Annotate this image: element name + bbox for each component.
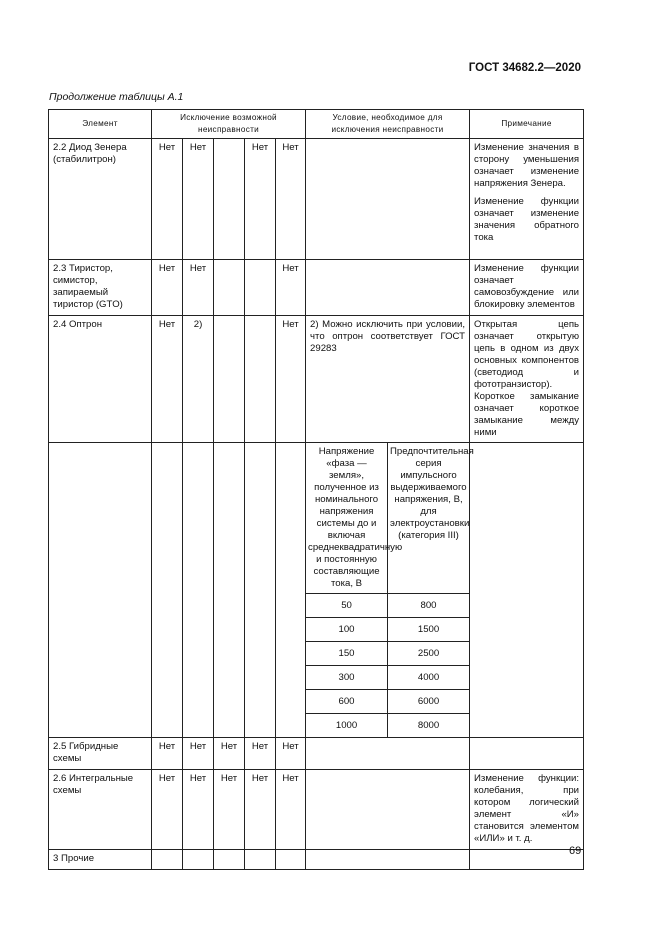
exclusion-cell: Нет — [152, 770, 183, 850]
header-note: Примечание — [470, 110, 584, 139]
voltage-header-right: Предпочтительная серия импульсного выдерживаемого напряжения, В, для электроустановки (категория III) — [388, 443, 470, 594]
header-element: Элемент — [49, 110, 152, 139]
note-cell — [470, 850, 584, 870]
exclusion-cell: Нет — [276, 316, 306, 443]
voltage-row — [306, 618, 469, 642]
standard-header: ГОСТ 34682.2—2020 — [468, 62, 581, 74]
voltage-value: 100 — [306, 618, 388, 642]
table-header-row — [49, 110, 584, 139]
condition-cell — [306, 770, 470, 850]
note-cell — [470, 139, 584, 260]
exclusion-cell: Нет — [214, 738, 245, 770]
note-cell — [470, 443, 584, 738]
note-text: Изменение функции: колебания, при котором логический элемент «И» становится элементом «ИЛИ» и т. д. — [474, 773, 580, 844]
exclusion-cell: 2) — [183, 316, 214, 443]
note-cell — [470, 260, 584, 316]
table-row — [49, 316, 584, 443]
table-row — [49, 770, 584, 850]
table-row — [49, 260, 584, 316]
impulse-value: 1500 — [388, 618, 470, 642]
voltage-value: 300 — [306, 666, 388, 690]
element-cell: 2.4 Оптрон — [49, 316, 152, 443]
exclusion-cell: Нет — [183, 770, 214, 850]
element-cell: 2.2 Диод Зенера (стабилитрон) — [49, 139, 152, 260]
voltage-value: 50 — [306, 594, 388, 618]
voltage-row — [306, 642, 469, 666]
exclusion-cell: Нет — [276, 770, 306, 850]
exclusion-cell — [245, 443, 276, 738]
exclusion-cell — [214, 316, 245, 443]
exclusion-cell — [245, 850, 276, 870]
condition-cell — [306, 260, 470, 316]
exclusion-cell: Нет — [152, 139, 183, 260]
exclusion-cell: Нет — [245, 770, 276, 850]
impulse-value: 2500 — [388, 642, 470, 666]
exclusion-cell — [214, 443, 245, 738]
voltage-header-left: Напряжение «фаза — земля», полученное из номинального напряжения системы до и включая среднеквадратичную и постоянную составляющие тока, В — [306, 443, 388, 594]
note-text: Открытая цепь означает открытую цепь в одном из двух основных компонентов (светодиод и фототранзистор). Короткое замыкание означает короткое замыкание между ними — [474, 319, 580, 438]
header-condition: Условие, необходимое для исключения неисправности — [306, 110, 470, 139]
exclusion-cell: Нет — [214, 770, 245, 850]
exclusion-cell: Нет — [245, 139, 276, 260]
note-text: Изменение функции означает самовозбуждение или блокировку элементов — [474, 263, 580, 310]
impulse-value: 800 — [388, 594, 470, 618]
condition-cell — [306, 139, 470, 260]
voltage-value: 150 — [306, 642, 388, 666]
exclusion-cell — [276, 850, 306, 870]
exclusion-cell — [214, 260, 245, 316]
condition-cell — [306, 443, 474, 738]
table-row — [49, 850, 584, 870]
voltage-row — [306, 666, 469, 690]
voltage-value: 600 — [306, 690, 388, 714]
voltage-value: 1000 — [306, 714, 388, 738]
note-cell — [470, 316, 584, 443]
impulse-value: 4000 — [388, 666, 470, 690]
exclusion-cell — [152, 443, 183, 738]
exclusion-cell: Нет — [152, 738, 183, 770]
voltage-row — [306, 714, 469, 738]
voltage-row — [306, 690, 469, 714]
exclusion-cell: Нет — [152, 260, 183, 316]
impulse-value: 8000 — [417, 719, 440, 731]
exclusion-cell: Нет — [152, 316, 183, 443]
condition-cell — [306, 738, 470, 770]
faults-table — [48, 109, 584, 870]
element-cell: 2.5 Гибридные схемы — [49, 738, 152, 770]
impulse-value: 6000 — [388, 690, 470, 714]
exclusion-cell — [152, 850, 183, 870]
exclusion-cell: Нет — [183, 139, 214, 260]
exclusion-cell: Нет — [245, 738, 276, 770]
exclusion-cell — [276, 443, 306, 738]
table-row — [49, 139, 584, 260]
header-exclusion: Исключение возможной неисправности — [152, 110, 306, 139]
exclusion-cell — [214, 139, 245, 260]
element-cell — [49, 443, 152, 738]
note-cell — [470, 738, 584, 770]
exclusion-cell: Нет — [183, 738, 214, 770]
condition-cell: 2) Можно исключить при условии, что оптрон соответствует ГОСТ 29283 — [306, 316, 470, 443]
note-text: Изменение функции означает изменение значения обратного тока — [474, 196, 580, 243]
condition-cell — [306, 850, 470, 870]
exclusion-cell — [183, 850, 214, 870]
table-continuation-caption: Продолжение таблицы А.1 — [49, 91, 184, 103]
note-text: Изменение значения в сторону уменьшения означает изменение напряжения Зенера. — [474, 142, 580, 189]
voltage-table-header — [306, 443, 469, 594]
exclusion-cell — [183, 443, 214, 738]
exclusion-cell: Нет — [276, 738, 306, 770]
table-row — [49, 738, 584, 770]
table-row — [49, 443, 584, 738]
element-cell: 2.6 Интегральные схемы — [49, 770, 152, 850]
exclusion-cell — [214, 850, 245, 870]
exclusion-cell: Нет — [276, 139, 306, 260]
exclusion-cell — [245, 316, 276, 443]
element-cell: 2.3 Тиристор, симистор, запираемый тиристор (GTO) — [49, 260, 152, 316]
voltage-table — [306, 443, 474, 737]
page-number: 69 — [569, 845, 582, 857]
voltage-row — [306, 594, 469, 618]
exclusion-cell: Нет — [183, 260, 214, 316]
exclusion-cell: Нет — [276, 260, 306, 316]
note-cell — [470, 770, 584, 850]
element-cell: 3 Прочие — [49, 850, 152, 870]
exclusion-cell — [245, 260, 276, 316]
